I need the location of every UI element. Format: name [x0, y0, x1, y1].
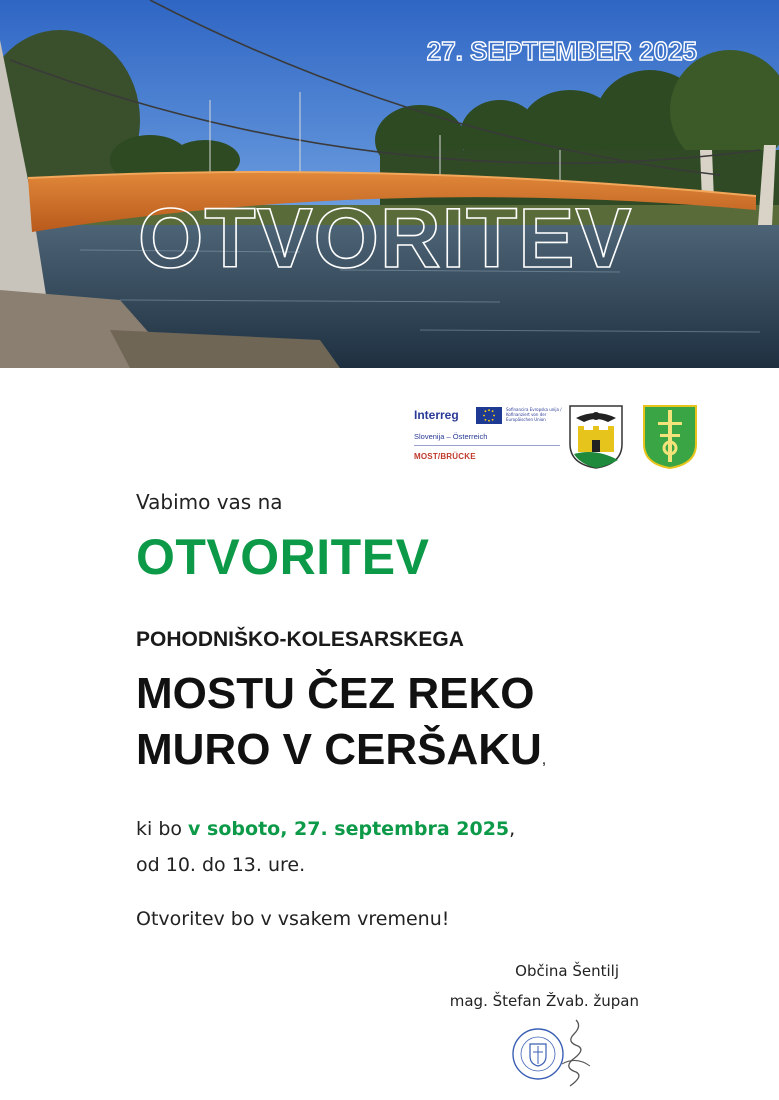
event-subject-line-2: [136, 725, 547, 774]
crest-eagle-castle-icon: [568, 404, 624, 474]
partner-logos: [412, 402, 712, 472]
event-date-line: [136, 818, 515, 840]
event-title: OTVORITEV: [136, 529, 430, 585]
interreg-logo: [412, 402, 562, 472]
hero-date: 27. SEPTEMBER 2025: [426, 36, 697, 66]
event-subject-line-1: MOSTU ČEZ REKO: [136, 669, 535, 718]
signer-name: mag. Štefan Žvab. župan: [449, 992, 639, 1010]
event-subject-line-2-text: MURO V CERŠAKU: [136, 725, 542, 774]
handwritten-signature: [556, 1016, 596, 1096]
punctuation: ,: [541, 751, 547, 768]
eu-flag-icon: [476, 407, 502, 424]
divider: [414, 445, 560, 446]
event-hours: od 10. do 13. ure.: [136, 854, 306, 876]
invitation-intro: Vabimo vas na: [136, 490, 283, 514]
event-kind: POHODNIŠKO-KOLESARSKEGA: [136, 628, 464, 651]
crest-cross-icon: [642, 404, 698, 474]
organization-name: Občina Šentilj: [515, 962, 619, 980]
event-date: v soboto, 27. septembra 2025: [188, 818, 510, 840]
hero-photo: [0, 0, 779, 368]
weather-note: Otvoritev bo v vsakem vremenu!: [136, 908, 450, 930]
interreg-project: MOST/BRÜCKE: [414, 452, 476, 461]
interreg-name: Interreg: [414, 408, 459, 422]
date-suffix: ,: [509, 818, 516, 840]
hero-title: OTVORITEV: [138, 191, 633, 285]
eu-cofinancing-text: Sofinancira Evropska unija / Kofinanziert von der Europäischen Union: [506, 407, 562, 422]
interreg-region: Slovenija – Österreich: [414, 432, 488, 441]
date-prefix: ki bo: [136, 818, 189, 840]
